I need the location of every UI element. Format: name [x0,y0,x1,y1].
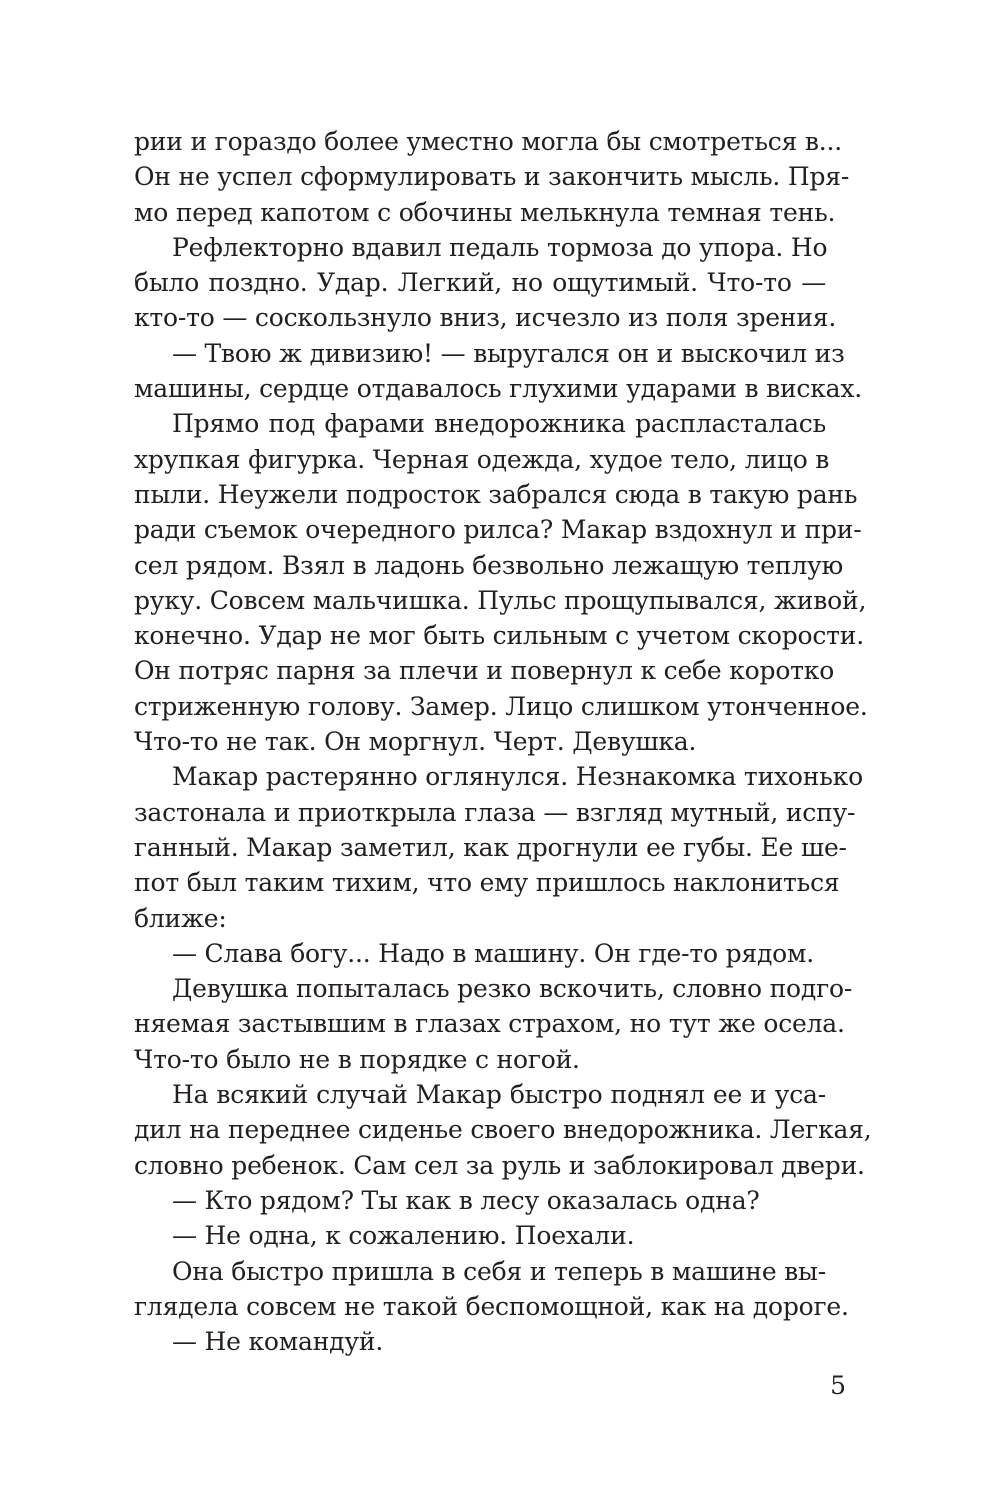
text-line: пот был таким тихим, что ему пришлось наклониться [134,868,840,898]
text-line: пыли. Неужели подросток забрался сюда в такую рань [134,479,858,509]
text-line: Прямо под фарами внедорожника распласталась [172,409,826,439]
text-line: Рефлекторно вдавил педаль тормоза до упора. Но [172,232,828,262]
text-line: На всякий случай Макар быстро поднял ее и уса- [172,1080,826,1110]
text-line: — Твою ж дивизию! — выругался он и выскочил из [172,338,845,368]
text-line: дил на переднее сиденье своего внедорожника. Легкая, [134,1115,872,1145]
text-line: Он не успел сформулировать и закончить мысль. Пря- [134,162,850,192]
text-line: Она быстро пришла в себя и теперь в машине вы- [172,1256,826,1286]
text-line: мо перед капотом с обочины мелькнула темная тень. [134,197,836,227]
book-page-text [134,124,872,1359]
text-line: Он потряс парня за плечи и повернул к себе коротко [134,656,835,686]
text-line: руку. Совсем мальчишка. Пульс прощупывался, живой, [134,585,867,615]
text-line: застонала и приоткрыла глаза — взгляд мутный, испу- [134,797,856,827]
text-line: ради съемок очередного рилса? Макар вздохнул и при- [134,515,862,545]
text-line: Девушка попыталась резко вскочить, словно подго- [172,974,853,1004]
text-line: Макар растерянно оглянулся. Незнакомка тихонько [172,762,863,792]
text-line: няемая застывшим в глазах страхом, но тут же осела. [134,1009,845,1039]
text-line: — Кто рядом? Ты как в лесу оказалась одна? [172,1185,760,1215]
text-line: конечно. Удар не мог быть сильным с учетом скорости. [134,621,865,651]
text-line: Что-то не так. Он моргнул. Черт. Девушка. [134,727,697,757]
text-line: ганный. Макар заметил, как дрогнули ее губы. Ее ше- [134,832,847,862]
text-line: — Слава богу... Надо в машину. Он где-то рядом. [172,938,815,968]
text-line: Что-то было не в порядке с ногой. [134,1044,580,1074]
text-line: хрупкая фигурка. Черная одежда, худое тело, лицо в [134,444,830,474]
text-line: — Не одна, к сожалению. Поехали. [172,1221,635,1251]
text-line: было поздно. Удар. Легкий, но ощутимый. Что-то — [134,268,826,298]
text-line: словно ребенок. Сам сел за руль и заблокировал двери. [134,1150,865,1180]
text-line: глядела совсем не такой беспомощной, как на дороге. [134,1291,849,1321]
text-line: стриженную голову. Замер. Лицо слишком утонченное. [134,691,868,721]
text-line: рии и гораздо более уместно могла бы смотреться в... [134,127,842,156]
text-line: сел рядом. Взял в ладонь безвольно лежащую теплую [134,550,844,580]
page-number: 5 [830,1371,846,1400]
text-line: — Не командуй. [172,1327,384,1357]
text-line: ближе: [134,903,227,933]
text-line: машины, сердце отдавалось глухими ударами в висках. [134,374,862,404]
text-line: кто-то — соскользнуло вниз, исчезло из поля зрения. [134,303,837,333]
